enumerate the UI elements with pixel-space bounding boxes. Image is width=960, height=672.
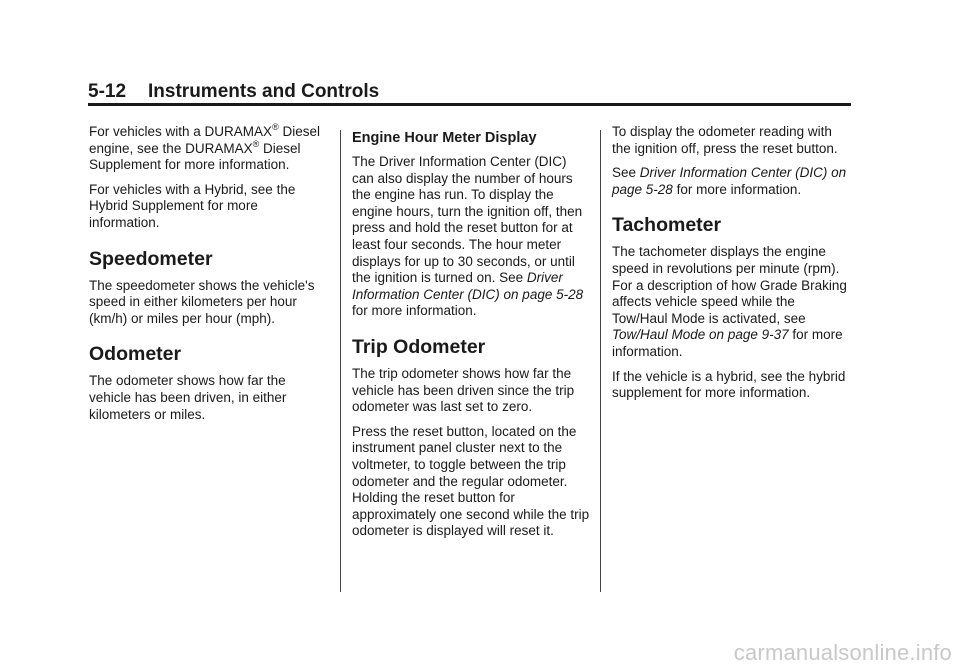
column-1 (89, 124, 325, 431)
duramax-paragraph (89, 124, 325, 174)
column-2 (352, 124, 590, 548)
page-header (88, 80, 379, 104)
page-number: 5-12 (88, 81, 127, 102)
tach-text-a: The tachometer displays the engine speed in revolutions per minute (rpm). For a description of how Grade Braking affects vehicle speed while the Tow/Haul Mode is activated, see (612, 244, 847, 326)
engine-hour-paragraph (352, 154, 590, 320)
dic-reference: Driver Information Center (DIC) on page 5-28 (612, 165, 847, 197)
registered-mark: ® (272, 122, 279, 132)
odometer-paragraph: The odometer shows how far the vehicle has been driven, in either kilometers or miles. (89, 373, 287, 422)
engine-hour-text-b: for more information. (352, 303, 477, 319)
odometer-heading: Odometer (89, 343, 182, 366)
watermark: carmanualsonline.info (733, 640, 952, 665)
tach-text-b: for more information. (612, 327, 843, 359)
duramax-text-b: Diesel engine, see the DURAMAX (89, 124, 320, 156)
speedometer-heading: Speedometer (89, 247, 213, 270)
hybrid-paragraph: For vehicles with a Hybrid, see the Hybrid Supplement for more information. (89, 181, 296, 230)
see-dic-paragraph (612, 165, 852, 198)
registered-mark: ® (252, 138, 260, 149)
odometer-display-paragraph: To display the odometer reading with the ignition off, press the reset button. (612, 124, 838, 156)
speedometer-paragraph: The speedometer shows the vehicle's speed in either kilometers per hour (km/h) or miles per hour (mph). (89, 277, 315, 326)
trip-odometer-heading: Trip Odometer (352, 335, 486, 358)
see-text-a: See (612, 165, 640, 181)
engine-hour-heading: Engine Hour Meter Display (352, 130, 537, 146)
column-3 (612, 124, 852, 410)
tachometer-heading: Tachometer (612, 214, 722, 237)
trip-odometer-paragraph-2: Press the reset button, located on the instrument panel cluster next to the voltmeter, to toggle between the trip odometer and the regular odometer. Holding the reset button for approximately one second while the trip odometer is displayed will reset it. (352, 423, 590, 539)
header-rule (88, 103, 851, 106)
trip-odometer-paragraph-1: The trip odometer shows how far the vehicle has been driven since the trip odometer was last set to zero. (352, 365, 575, 415)
column-divider-1 (340, 130, 341, 592)
hybrid-supplement-paragraph: If the vehicle is a hybrid, see the hybrid supplement for more information. (612, 368, 846, 401)
see-text-b: for more information. (672, 181, 802, 197)
duramax-text-a: For vehicles with a DURAMAX (89, 124, 273, 139)
dic-reference: Driver Information Center (DIC) on page 5-28 (352, 270, 584, 302)
engine-hour-text-a: The Driver Information Center (DIC) can also display the number of hours the engine has run. To display the engine hours, turn the ignition off, then press and hold the reset button for at least four seconds. The hour meter displays for up to 30 seconds, or until the ignition is turned on. See (352, 154, 583, 286)
column-divider-2 (600, 130, 601, 592)
tachometer-paragraph (612, 244, 852, 360)
section-title: Instruments and Controls (148, 81, 380, 102)
duramax-text-c: Diesel Supplement for more information. (89, 140, 301, 173)
tow-haul-reference: Tow/Haul Mode on page 9-37 (612, 327, 789, 343)
